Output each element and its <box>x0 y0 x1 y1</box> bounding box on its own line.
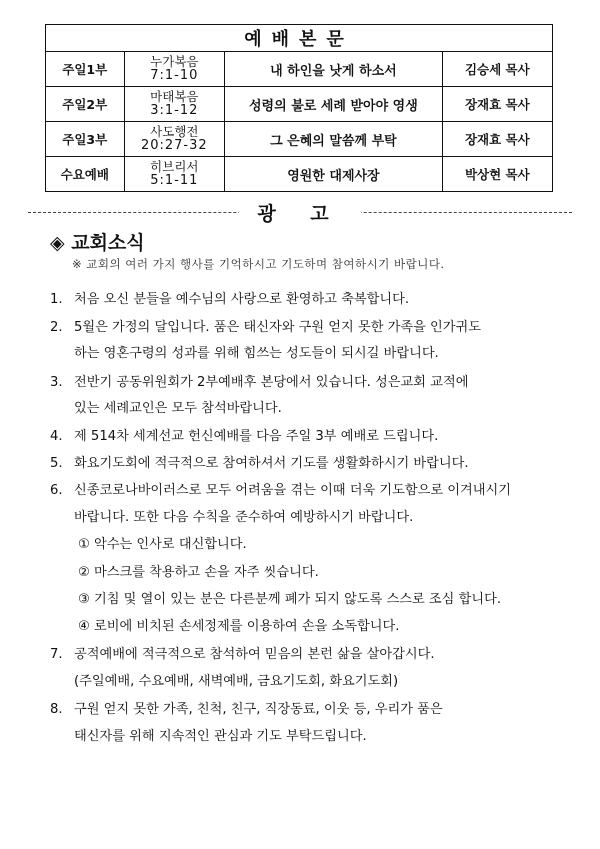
item-number: 5. <box>50 456 63 471</box>
item-continuation: 바랍니다. 또한 다음 수칙을 준수하여 예방하시기 바랍니다. <box>74 510 414 525</box>
item-number: 7. <box>50 647 63 662</box>
table-row <box>46 122 553 157</box>
scripture-cell <box>124 122 225 157</box>
service-cell: 수요예배 <box>46 157 125 192</box>
item-continuation: 하는 영혼구령의 성과를 위해 힘쓰는 성도들이 되시길 바랍니다. <box>74 346 439 361</box>
item-text: 전반기 공동위원회가 2부예배후 본당에서 있습니다. 성은교회 교적에 <box>74 375 469 390</box>
announcement-item <box>50 316 481 335</box>
sub-item: ① 악수는 인사로 대신합니다. <box>78 537 247 552</box>
item-text: 화요기도회에 적극적으로 참여하셔서 기도를 생활화하시기 바랍니다. <box>74 456 469 471</box>
item-text: 공적예배에 적극적으로 참석하여 믿음의 본런 삶을 살아갑시다. <box>74 647 435 662</box>
table-row <box>46 87 553 122</box>
item-text: 처음 오신 분들을 예수님의 사랑으로 환영하고 축복합니다. <box>74 292 410 307</box>
sub-item: ④ 로비에 비치된 손세정제를 이용하여 손을 소독합니다. <box>78 619 400 634</box>
preacher-cell: 김승세 목사 <box>442 52 552 87</box>
section-title: ◈ 교회소식 <box>50 232 145 254</box>
book-name: 사도행전 <box>150 124 199 139</box>
sermon-title: 성령의 불로 세례 받아야 영생 <box>225 87 443 122</box>
item-text: 신종코로나바이러스로 모두 어려움을 겪는 이때 더욱 기도함으로 이겨내시기 <box>74 483 511 498</box>
sermon-title: 영원한 대제사장 <box>225 157 443 192</box>
announcement-item <box>50 425 438 444</box>
item-text: 5월은 가정의 달입니다. 품은 태신자와 구원 얻지 못한 가족을 인가귀도 <box>74 320 482 335</box>
sub-item: ② 마스크를 착용하고 손을 자주 씻습니다. <box>78 565 319 580</box>
verse-ref: 20:27-32 <box>140 138 208 153</box>
verse-ref: 5:1-11 <box>150 173 199 188</box>
item-continuation: 있는 세례교인은 모두 참석바랍니다. <box>74 401 282 416</box>
announcement-item <box>50 452 469 471</box>
verse-ref: 3:1-12 <box>150 103 199 118</box>
worship-schedule-table <box>45 24 553 192</box>
item-number: 8. <box>50 702 63 717</box>
book-name: 히브리서 <box>150 159 199 174</box>
scripture-cell <box>124 157 225 192</box>
item-continuation: 태신자를 위해 지속적인 관심과 기도 부탁드립니다. <box>74 729 367 744</box>
preacher-cell: 장재효 목사 <box>442 122 552 157</box>
sermon-title: 내 하인을 낫게 하소서 <box>225 52 443 87</box>
announcement-item <box>50 371 468 390</box>
announcement-item <box>50 479 511 498</box>
item-number: 2. <box>50 320 63 335</box>
announcement-item <box>50 698 443 717</box>
item-text: 구원 얻지 못한 가족, 친척, 친구, 직장동료, 이웃 등, 우리가 품은 <box>74 702 443 717</box>
book-name: 누가복음 <box>150 54 199 69</box>
section-note: ※ 교회의 여러 가지 행사를 기억하시고 기도하며 참여하시기 바랍니다. <box>72 257 445 271</box>
preacher-cell: 박상현 목사 <box>442 157 552 192</box>
service-cell: 주일1부 <box>46 52 125 87</box>
service-cell: 주일3부 <box>46 122 125 157</box>
table-header: 예배본문 <box>46 25 553 52</box>
item-number: 4. <box>50 429 63 444</box>
service-cell: 주일2부 <box>46 87 125 122</box>
announcement-item <box>50 643 435 662</box>
sermon-title: 그 은혜의 말씀께 부탁 <box>225 122 443 157</box>
announcements-heading <box>0 199 600 226</box>
announcements-heading-text: 광 고 <box>239 203 360 225</box>
item-number: 6. <box>50 483 63 498</box>
table-row <box>46 52 553 87</box>
verse-ref: 7:1-10 <box>150 68 199 83</box>
scripture-cell <box>124 87 225 122</box>
item-continuation: (주일예배, 수요예배, 새벽예배, 금요기도회, 화요기도회) <box>74 674 399 689</box>
announcement-item <box>50 288 409 307</box>
item-number: 3. <box>50 375 63 390</box>
preacher-cell: 장재효 목사 <box>442 87 552 122</box>
scripture-cell <box>124 52 225 87</box>
sub-item: ③ 기침 및 열이 있는 분은 다른분께 폐가 되지 않도록 스스로 조심 합니다. <box>78 592 502 607</box>
book-name: 마태복음 <box>150 89 199 104</box>
item-text: 제 514차 세계선교 헌신예배를 다음 주일 3부 예배로 드립니다. <box>74 429 439 444</box>
item-number: 1. <box>50 292 63 307</box>
table-row <box>46 157 553 192</box>
